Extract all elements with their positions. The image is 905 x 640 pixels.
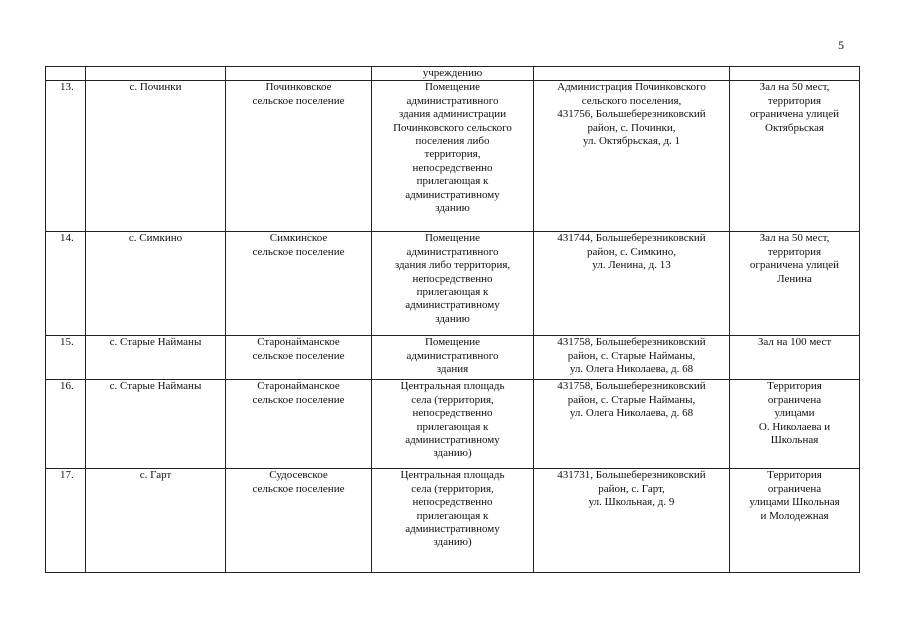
cell-settlement: Починковское сельское поселение <box>226 81 372 232</box>
table-row <box>46 336 860 380</box>
cell-address: 431758, Большеберезниковский район, с. Старые Найманы, ул. Олега Николаева, д. 68 <box>534 336 730 380</box>
cell-capacity: Территория ограничена улицами О. Николаева и Школьная <box>730 380 860 469</box>
cell-address <box>534 67 730 81</box>
cell-premises: Помещение административного здания администрации Починковского сельского поселения либо территория, непосредственно прилегающая к административному зданию <box>372 81 534 232</box>
cell-settlement: Симкинское сельское поселение <box>226 232 372 336</box>
polling-locations-table <box>45 66 860 573</box>
cell-address: Администрация Починковского сельского поселения, 431756, Большеберезниковский район, с. Починки, ул. Октябрьская, д. 1 <box>534 81 730 232</box>
cell-settlement: Судосевское сельское поселение <box>226 469 372 573</box>
cell-address: 431731, Большеберезниковский район, с. Гарт, ул. Школьная, д. 9 <box>534 469 730 573</box>
cell-num: 15. <box>46 336 86 380</box>
cell-address: 431744, Большеберезниковский район, с. Симкино, ул. Ленина, д. 13 <box>534 232 730 336</box>
table-row <box>46 469 860 573</box>
cell-capacity: Зал на 50 мест, территория ограничена улицей Ленина <box>730 232 860 336</box>
cell-premises: Центральная площадь села (территория, непосредственно прилегающая к административному зданию) <box>372 380 534 469</box>
cell-capacity: Территория ограничена улицами Школьная и Молодежная <box>730 469 860 573</box>
table-row <box>46 232 860 336</box>
cell-num: 16. <box>46 380 86 469</box>
cell-num <box>46 67 86 81</box>
cell-locality <box>86 67 226 81</box>
table-row <box>46 81 860 232</box>
cell-locality: с. Гарт <box>86 469 226 573</box>
cell-settlement: Старонайманское сельское поселение <box>226 336 372 380</box>
cell-capacity: Зал на 50 мест, территория ограничена улицей Октябрьская <box>730 81 860 232</box>
cell-locality: с. Починки <box>86 81 226 232</box>
cell-premises: Центральная площадь села (территория, непосредственно прилегающая к административному зданию) <box>372 469 534 573</box>
cell-settlement: Старонайманское сельское поселение <box>226 380 372 469</box>
cell-num: 17. <box>46 469 86 573</box>
cell-capacity <box>730 67 860 81</box>
cell-premises: учреждению <box>372 67 534 81</box>
cell-num: 13. <box>46 81 86 232</box>
cell-address: 431758, Большеберезниковский район, с. Старые Найманы, ул. Олега Николаева, д. 68 <box>534 380 730 469</box>
cell-locality: с. Старые Найманы <box>86 380 226 469</box>
cell-locality: с. Старые Найманы <box>86 336 226 380</box>
cell-premises: Помещение административного здания <box>372 336 534 380</box>
cell-num: 14. <box>46 232 86 336</box>
cell-capacity: Зал на 100 мест <box>730 336 860 380</box>
cell-settlement <box>226 67 372 81</box>
page-number: 5 <box>838 38 844 52</box>
cell-locality: с. Симкино <box>86 232 226 336</box>
cell-premises: Помещение административного здания либо территория, непосредственно прилегающая к административному зданию <box>372 232 534 336</box>
table-row-continuation <box>46 67 860 81</box>
table-row <box>46 380 860 469</box>
